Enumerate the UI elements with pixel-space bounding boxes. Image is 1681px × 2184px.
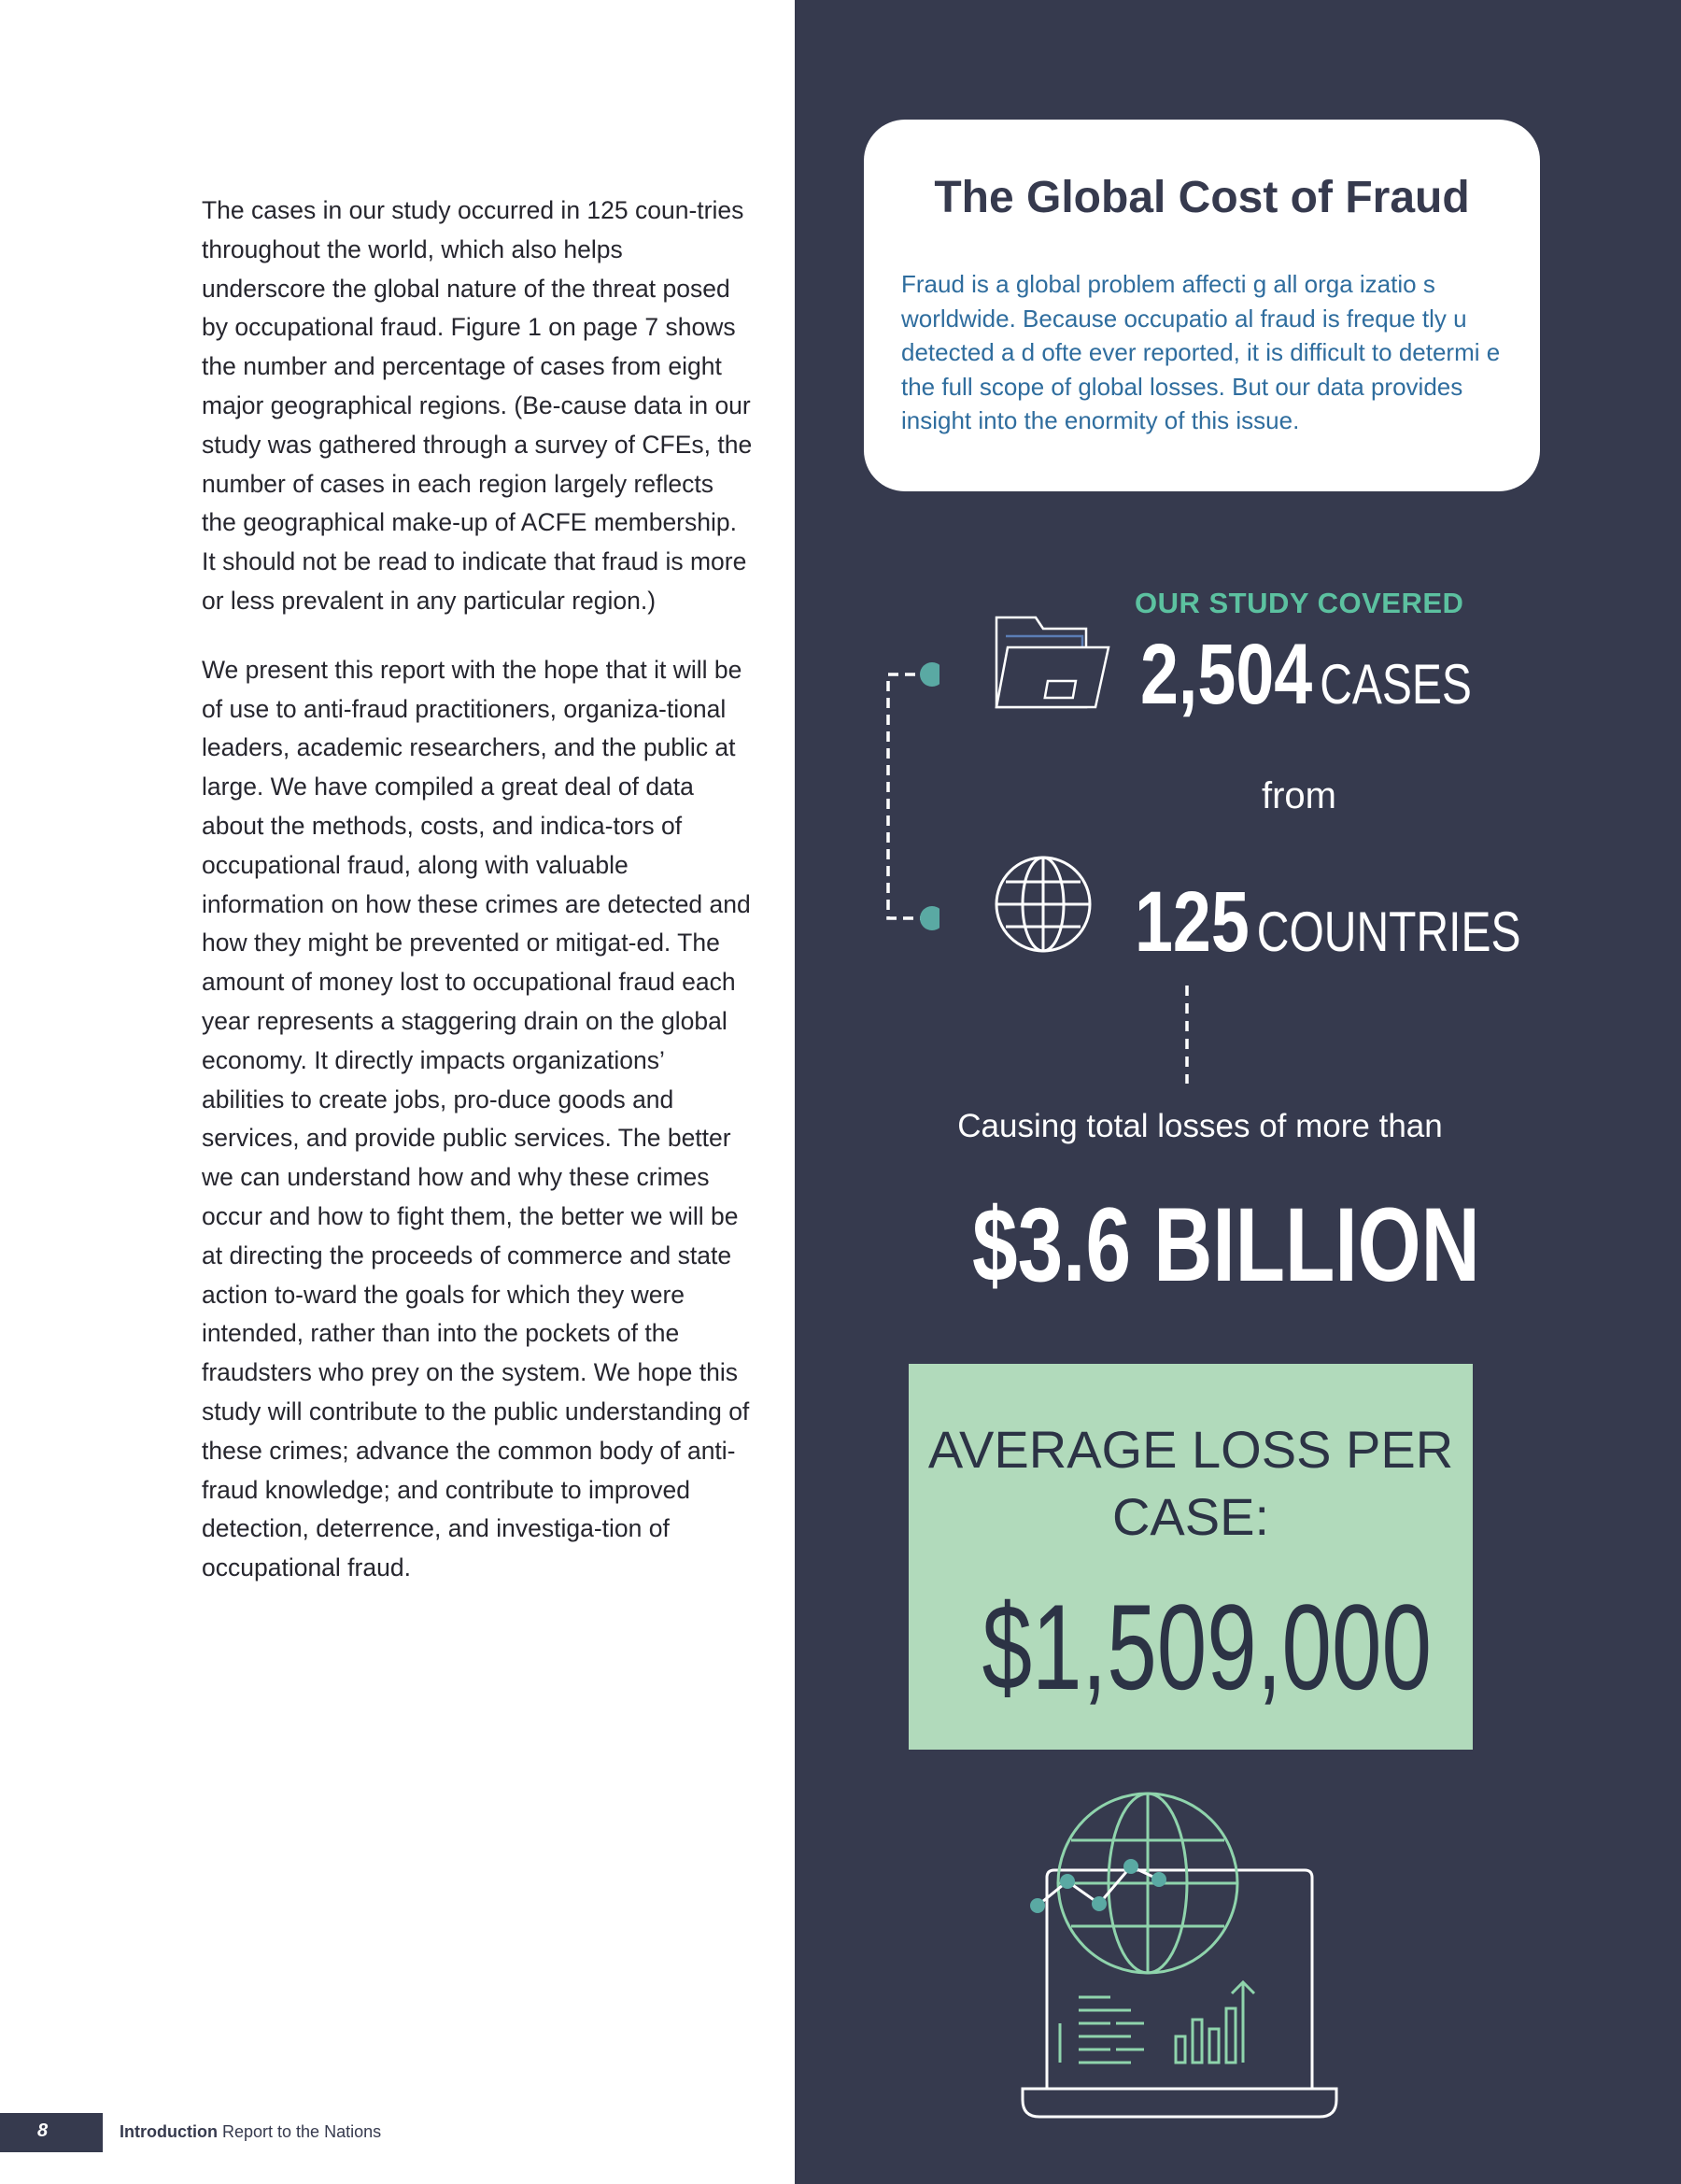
average-loss-label: AVERAGE LOSS PER CASE: — [927, 1420, 1454, 1546]
footer-page-tab — [0, 2113, 103, 2152]
countries-unit: COUNTRIES — [1256, 901, 1521, 963]
cases-unit: CASES — [1320, 653, 1472, 716]
average-loss-value: $1,509,000 — [982, 1579, 1432, 1715]
connector-lines — [883, 654, 939, 934]
losses-value: $3.6 BILLION — [972, 1186, 1480, 1303]
paragraph-2: We present this report with the hope that it will be of use to anti-fraud practitioners, organiza-tional leaders, academic researchers, and the public at large. We have compiled a great deal of data about the methods, costs, and indica-tors of occupational fraud, along with valuable information on how these crimes are detected and how they might be prevented or mitigat-ed. The amount of money lost to occupational fraud each year represents a staggering drain on the global economy. It directly impacts organizations’ abilities to create jobs, pro-duce goods and services, and provide public services. The better we can understand how and why these crimes occur and how to fight them, the better we will be at directing the proceeds of commerce and state action to-ward the goals for which they were intended, rather than into the pockets of the fraudsters who prey on the system. We hope this study will contribute to the public understanding of these crimes; advance the common body of anti-fraud knowledge; and contribute to improved detection, deterrence, and investiga-tion of occupational fraud. — [202, 655, 751, 1582]
folder-icon — [993, 612, 1112, 716]
from-text: from — [1262, 775, 1336, 816]
infographic-panel — [795, 0, 1681, 2184]
dashed-divider — [1183, 986, 1191, 1084]
footer-section: Introduction — [120, 2122, 218, 2141]
paragraph-1: The cases in our study occurred in 125 coun-tries throughout the world, which also helps underscore the global nature of the threat posed by occupational fraud. Figure 1 on page 7 shows the number and percentage of cases from eight major geographical regions. (Be-cause data in our study was gathered through a survey of CFEs, the number of cases in each region largely reflects the geographical make-up of ACFE membership. It should not be read to indicate that fraud is more or less prevalent in any particular region.) — [202, 196, 753, 615]
connector-dot-top — [920, 662, 939, 687]
globe-icon — [993, 854, 1094, 955]
losses-text: Causing total losses of more than — [957, 1108, 1443, 1144]
countries-stat — [1135, 873, 1520, 971]
page-number: 8 — [37, 2120, 49, 2141]
card-body: Fraud is a global problem affecti g all orga izatio s worldwide. Because occupatio al fraud is freque tly u detected a d ofte ever reported, it is difficult to determi e the full scope of global losses. But our data provides insight into the enormity of this issue. — [901, 270, 1501, 434]
countries-number: 125 — [1135, 874, 1250, 970]
card-title: The Global Cost of Fraud — [934, 173, 1470, 222]
cases-number: 2,504 — [1140, 627, 1313, 722]
footer-title: Report to the Nations — [222, 2122, 382, 2141]
average-loss-box — [909, 1364, 1473, 1750]
study-covered-label: OUR STUDY COVERED — [1135, 587, 1464, 619]
connector-dot-bottom — [920, 906, 939, 930]
laptop-globe-chart-icon — [1019, 1792, 1364, 2128]
body-text — [202, 191, 753, 1618]
intro-card — [864, 120, 1540, 491]
cases-stat — [1140, 626, 1472, 724]
